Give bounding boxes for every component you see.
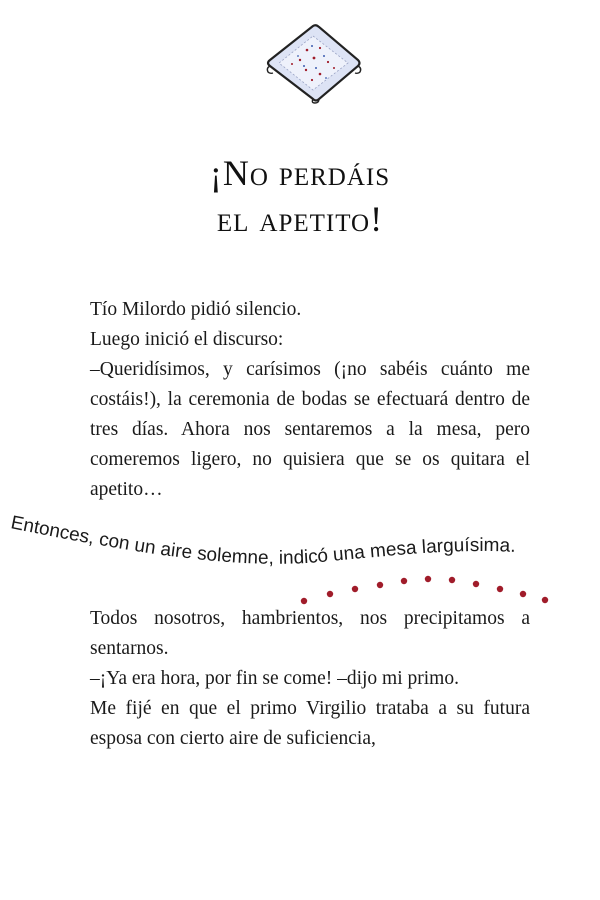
dotted-trail bbox=[301, 576, 548, 604]
trail-dot bbox=[449, 577, 455, 583]
curved-text-path: Entonces, con un aire solemne, indicó una mesa larguísima. bbox=[9, 512, 517, 569]
chapter-title-line-1: ¡No perdáis bbox=[209, 153, 391, 193]
paragraph: Todos nosotros, hambrientos, nos precipitamos a sentarnos. bbox=[90, 608, 530, 659]
paragraph: –¡Ya era hora, por fin se come! –dijo mi primo. bbox=[90, 668, 459, 689]
trail-dot bbox=[352, 586, 358, 592]
curved-text bbox=[9, 512, 516, 568]
trail-dot bbox=[377, 582, 383, 588]
trail-dot bbox=[425, 576, 431, 582]
trail-dot bbox=[327, 591, 333, 597]
trail-dot bbox=[401, 578, 407, 584]
paragraph: Me fijé en que el primo Virgilio trataba a su futura esposa con cierto aire de suficiencia, bbox=[90, 698, 530, 749]
body-text-top bbox=[90, 295, 530, 505]
chapter-title-line-2: el apetito! bbox=[216, 199, 384, 239]
paragraph: –Queridísimos, y carísimos (¡no sabéis cuánto me costáis!), la ceremonia de bodas se efectuará dentro de tres días. Ahora nos sentaremos a la mesa, pero comeremos ligero, no quisiera que se os quitara el apetito… bbox=[90, 359, 530, 500]
cushion-icon bbox=[262, 22, 364, 104]
trail-dot bbox=[497, 586, 503, 592]
paragraph: Tío Milordo pidió silencio. bbox=[90, 299, 302, 320]
chapter-title bbox=[0, 150, 600, 242]
trail-dot bbox=[542, 597, 548, 603]
trail-dot bbox=[473, 581, 479, 587]
body-text-bottom bbox=[90, 604, 530, 754]
trail-dot bbox=[520, 591, 526, 597]
paragraph: Luego inició el discurso: bbox=[90, 329, 284, 350]
